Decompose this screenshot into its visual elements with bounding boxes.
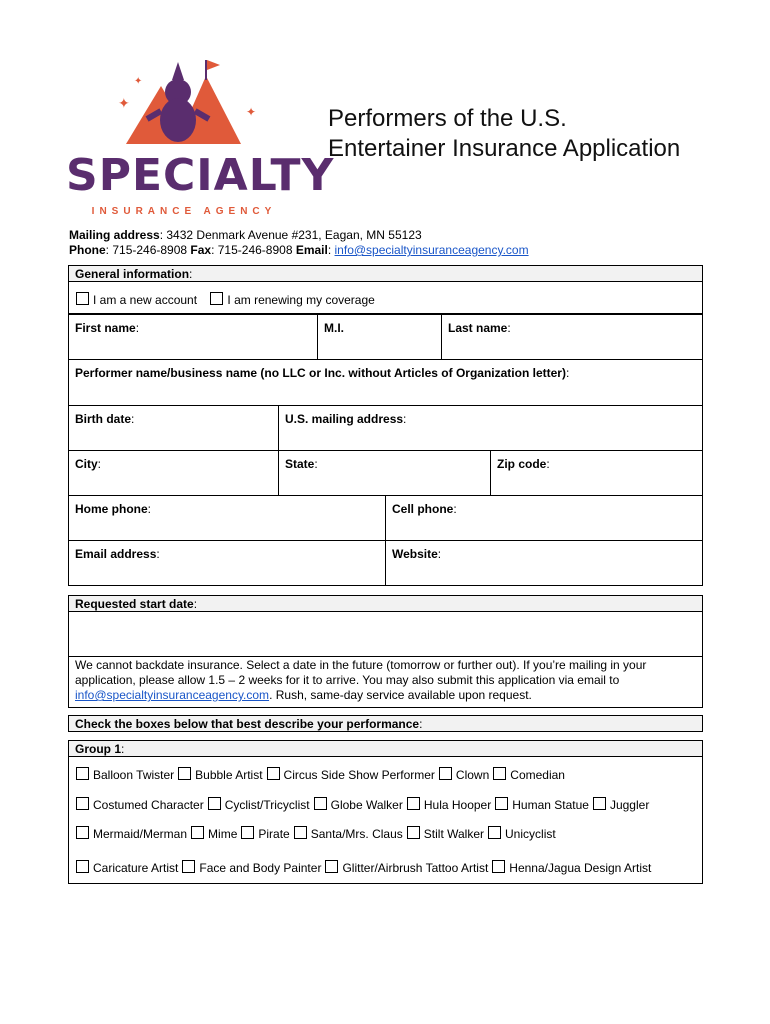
logo-wordmark: SPECIALTY <box>66 150 335 201</box>
performance-option[interactable] <box>493 767 565 782</box>
cell-phone-field[interactable]: Cell phone: <box>385 495 703 541</box>
start-date-input[interactable] <box>68 611 703 657</box>
last-name-field[interactable]: Last name: <box>441 314 703 360</box>
performance-option-label: Caricature Artist <box>93 861 179 875</box>
start-date-header: Requested start date: <box>68 595 703 612</box>
performance-option[interactable] <box>76 860 178 875</box>
last-name-label: Last name <box>448 321 508 335</box>
general-info-header: General information: <box>68 265 703 282</box>
email-address-field[interactable]: Email address: <box>68 540 386 586</box>
performance-option-label: Juggler <box>609 798 650 812</box>
zip-code-field[interactable]: Zip code: <box>490 450 703 496</box>
group-1-header: Group 1: <box>68 740 703 757</box>
performance-checkbox[interactable] <box>182 860 195 873</box>
website-field[interactable]: Website: <box>385 540 703 586</box>
page-title <box>328 104 680 164</box>
performance-checkbox[interactable] <box>76 860 89 873</box>
performance-checkbox[interactable] <box>267 767 280 780</box>
performance-option[interactable] <box>492 860 651 875</box>
performance-checkbox[interactable] <box>488 826 501 839</box>
performance-checkbox[interactable] <box>493 767 506 780</box>
performance-header-text: Check the boxes below that best describe your performance <box>75 717 420 731</box>
performance-row-2 <box>76 797 653 812</box>
performance-option-label: Balloon Twister <box>93 768 175 782</box>
account-type-options <box>76 292 379 307</box>
performance-option-label: Unicyclist <box>505 827 556 841</box>
performance-option-label: Circus Side Show Performer <box>283 768 435 782</box>
performer-name-label: Performer name/business name (no LLC or Inc. without Articles of Organization letter) <box>75 366 566 380</box>
email-sep: : <box>327 243 335 257</box>
fax-label: Fax <box>190 243 212 257</box>
performance-checkbox[interactable] <box>241 826 254 839</box>
group-1-label: Group 1 <box>75 742 122 756</box>
renewing-label: I am renewing my coverage <box>227 293 375 307</box>
email-address-label: Email address <box>75 547 157 561</box>
svg-text:✦: ✦ <box>246 105 257 119</box>
general-info-header-text: General information <box>75 267 190 281</box>
new-account-label: I am a new account <box>93 293 198 307</box>
performance-option-label: Santa/Mrs. Claus <box>310 827 403 841</box>
note-line-3 <box>75 688 700 703</box>
performance-checkbox[interactable] <box>314 797 327 810</box>
performance-checkbox[interactable] <box>76 797 89 810</box>
renewing-checkbox[interactable] <box>210 292 223 305</box>
note-email-link[interactable]: info@specialtyinsuranceagency.com <box>75 688 270 702</box>
performance-option[interactable] <box>208 797 310 812</box>
state-field[interactable]: State: <box>278 450 491 496</box>
mailing-label: Mailing address <box>69 228 160 242</box>
performance-row-1 <box>76 767 569 782</box>
performance-row-4 <box>76 860 655 875</box>
performance-option-label: Clown <box>455 768 490 782</box>
state-label: State <box>285 457 315 471</box>
first-name-label: First name <box>75 321 136 335</box>
performance-row-3 <box>76 826 560 841</box>
performance-checkbox[interactable] <box>407 797 420 810</box>
city-field[interactable]: City: <box>68 450 279 496</box>
email-label: Email <box>295 243 328 257</box>
note-line-1: We cannot backdate insurance. Select a date in the future (tomorrow or further out). If you’re mailing in your <box>75 658 647 672</box>
performance-checkbox[interactable] <box>593 797 606 810</box>
tent-performer-icon <box>106 56 266 148</box>
mailing-value: : 3432 Denmark Avenue #231, Eagan, MN 55123 <box>159 228 422 242</box>
mailing-address-field[interactable]: U.S. mailing address: <box>278 405 703 451</box>
performance-checkbox[interactable] <box>407 826 420 839</box>
new-account-checkbox[interactable] <box>76 292 89 305</box>
fax-value: : 715-246-8908 <box>211 243 296 257</box>
note-line-3-text: . Rush, same-day service available upon request. <box>269 688 532 702</box>
performance-option[interactable] <box>488 826 556 841</box>
title-line-1: Performers of the U.S. <box>328 105 567 132</box>
start-date-header-text: Requested start date <box>75 597 194 611</box>
performance-option-label: Costumed Character <box>93 798 204 812</box>
cell-phone-label: Cell phone <box>392 502 454 516</box>
performance-option-label: Face and Body Painter <box>199 861 322 875</box>
mailing-address-line <box>69 228 422 243</box>
svg-text:✦: ✦ <box>118 95 130 111</box>
performance-option-label: Glitter/Airbrush Tattoo Artist <box>342 861 489 875</box>
website-label: Website <box>392 547 438 561</box>
phone-value: : 715-246-8908 <box>105 243 191 257</box>
performance-option[interactable] <box>407 826 484 841</box>
home-phone-label: Home phone <box>75 502 148 516</box>
performance-option[interactable] <box>76 826 187 841</box>
performance-option-label: Cyclist/Tricyclist <box>224 798 310 812</box>
performance-checkbox[interactable] <box>178 767 191 780</box>
performance-option-label: Mermaid/Merman <box>93 827 188 841</box>
performance-option-label: Pirate <box>258 827 290 841</box>
performance-option[interactable] <box>191 826 237 841</box>
performance-option[interactable] <box>593 797 649 812</box>
city-label: City <box>75 457 98 471</box>
performance-option-label: Henna/Jagua Design Artist <box>509 861 652 875</box>
zip-code-label: Zip code <box>497 457 547 471</box>
mailing-address-label: U.S. mailing address <box>285 412 404 426</box>
company-logo <box>66 56 335 222</box>
performance-option[interactable] <box>439 767 489 782</box>
performance-option-label: Stilt Walker <box>423 827 485 841</box>
performance-checkbox[interactable] <box>191 826 204 839</box>
first-name-field[interactable]: First name: <box>68 314 318 360</box>
phone-line <box>69 243 529 258</box>
performance-option[interactable] <box>182 860 321 875</box>
performance-checkbox[interactable] <box>325 860 338 873</box>
performance-option-label: Bubble Artist <box>195 768 263 782</box>
performance-option[interactable] <box>495 797 589 812</box>
mi-field[interactable] <box>317 314 442 360</box>
performance-option[interactable] <box>314 797 403 812</box>
performance-option[interactable] <box>178 767 262 782</box>
performance-checkbox[interactable] <box>76 826 89 839</box>
performance-checkbox[interactable] <box>294 826 307 839</box>
performance-option[interactable] <box>76 767 174 782</box>
performance-option[interactable] <box>267 767 435 782</box>
new-account-option[interactable] <box>76 292 197 307</box>
title-line-2: Entertainer Insurance Application <box>328 135 681 162</box>
performance-checkbox[interactable] <box>208 797 221 810</box>
performance-checkbox[interactable] <box>76 767 89 780</box>
svg-text:✦: ✦ <box>134 76 143 87</box>
performance-option-label: Mime <box>208 827 238 841</box>
performance-header: Check the boxes below that best describe your performance: <box>68 715 703 732</box>
home-phone-field[interactable]: Home phone: <box>68 495 386 541</box>
performance-option-label: Globe Walker <box>330 798 403 812</box>
performance-option[interactable] <box>294 826 403 841</box>
birth-date-label: Birth date <box>75 412 132 426</box>
performance-checkbox[interactable] <box>495 797 508 810</box>
performance-option-label: Hula Hooper <box>423 798 492 812</box>
performance-option-label: Comedian <box>510 768 565 782</box>
performance-option[interactable] <box>76 797 204 812</box>
performance-option[interactable] <box>241 826 289 841</box>
performance-checkbox[interactable] <box>439 767 452 780</box>
note-line-2: application, please allow 1.5 – 2 weeks for it to arrive. You may also submit this application via email to <box>75 673 620 687</box>
phone-label: Phone <box>69 243 106 257</box>
performer-name-field[interactable]: Performer name/business name (no LLC or Inc. without Articles of Organization letter): <box>68 359 703 406</box>
email-link[interactable]: info@specialtyinsuranceagency.com <box>334 243 529 257</box>
performance-option[interactable] <box>325 860 488 875</box>
performance-checkbox[interactable] <box>492 860 505 873</box>
performance-option[interactable] <box>407 797 491 812</box>
renewing-option[interactable] <box>210 292 374 307</box>
mi-label: M.I. <box>324 321 344 335</box>
birth-date-field[interactable]: Birth date: <box>68 405 279 451</box>
logo-tagline: INSURANCE AGENCY <box>91 206 277 217</box>
start-date-note <box>75 658 700 703</box>
performance-option-label: Human Statue <box>512 798 589 812</box>
